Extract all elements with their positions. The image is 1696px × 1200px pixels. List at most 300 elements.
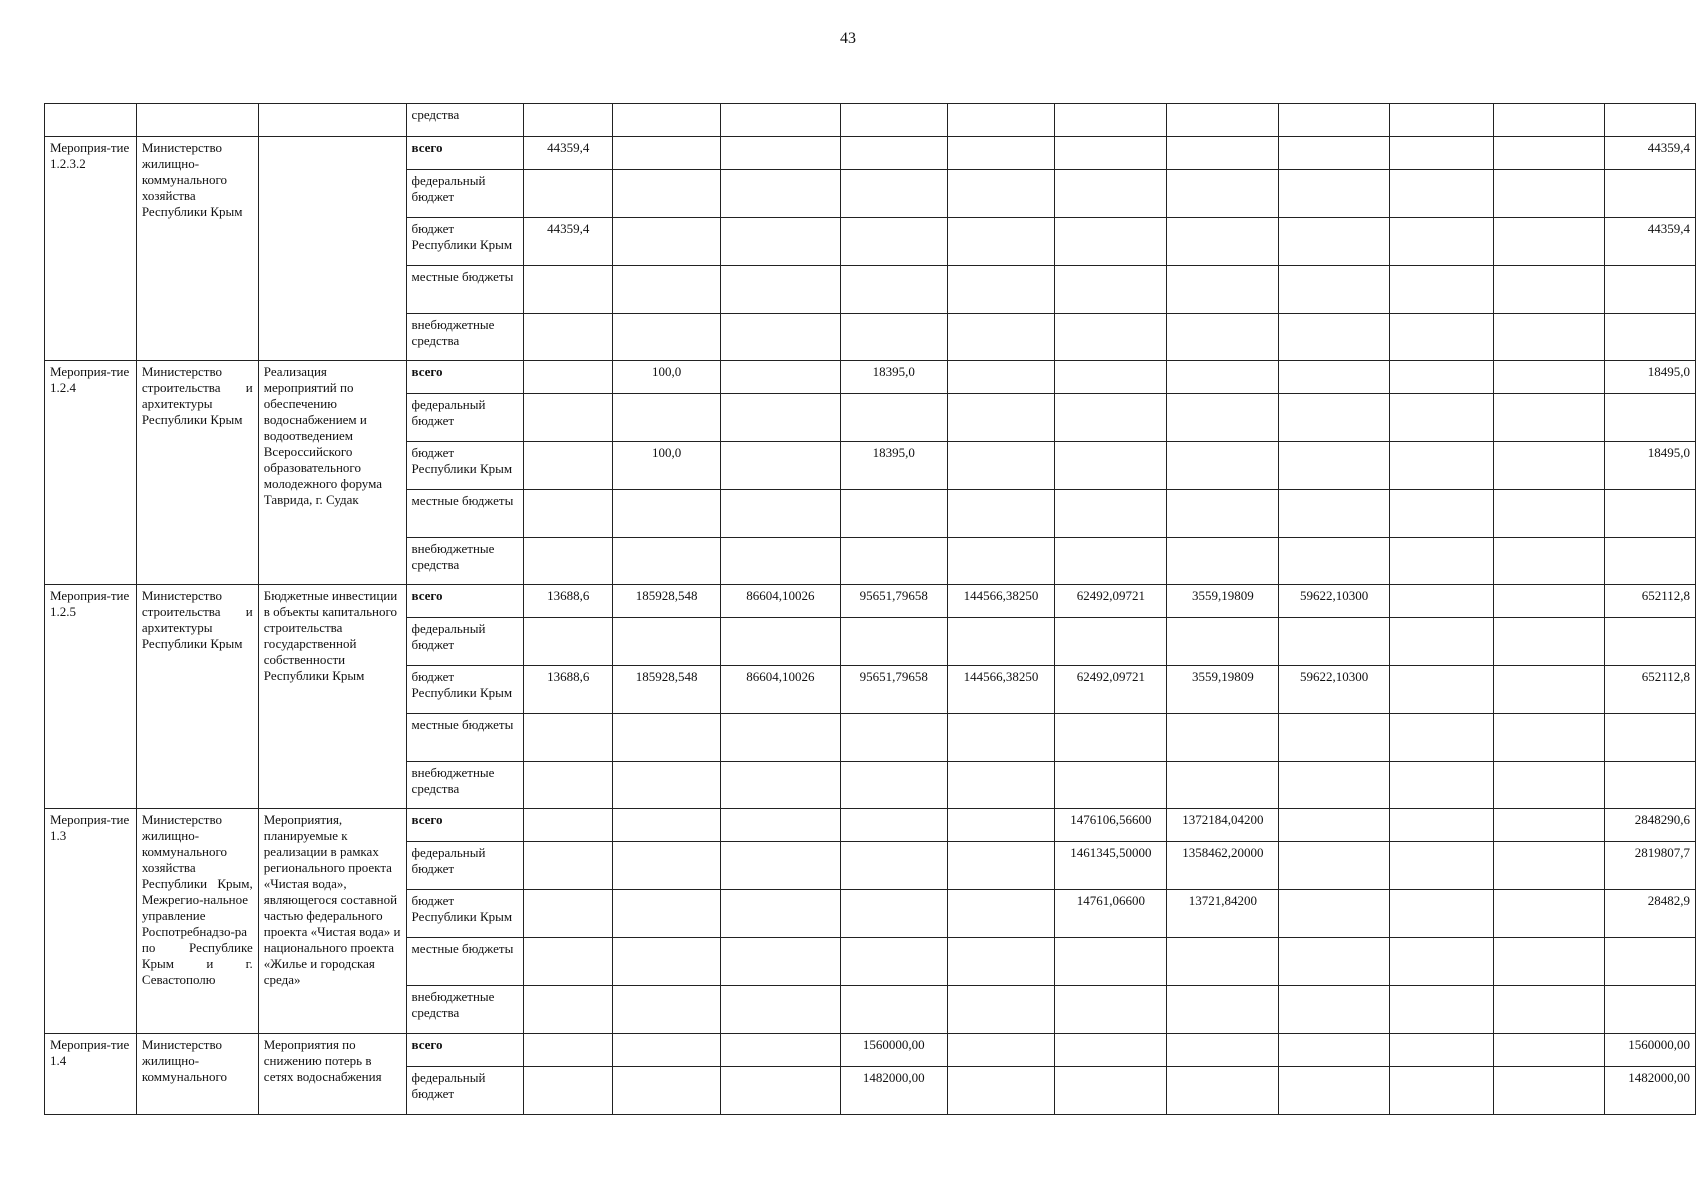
total-value-cell xyxy=(1605,714,1696,762)
funding-source-cell: внебюджетные средства xyxy=(406,314,524,361)
year-value-cell xyxy=(721,137,841,170)
year-value-cell: 3559,19809 xyxy=(1167,666,1279,714)
header-empty-cell xyxy=(45,104,137,137)
header-empty-cell xyxy=(840,104,947,137)
year-value-cell xyxy=(947,490,1055,538)
year-value-cell xyxy=(1167,618,1279,666)
year-value-cell xyxy=(1390,809,1493,842)
year-value-cell: 62492,09721 xyxy=(1055,666,1167,714)
year-value-cell xyxy=(721,986,841,1034)
measure-name xyxy=(258,137,406,361)
year-value-cell xyxy=(840,714,947,762)
year-value-cell xyxy=(1390,490,1493,538)
year-value-cell xyxy=(1279,1034,1390,1067)
year-value-cell xyxy=(721,538,841,585)
year-value-cell xyxy=(721,762,841,809)
year-value-cell: 1372184,04200 xyxy=(1167,809,1279,842)
year-value-cell xyxy=(840,170,947,218)
year-value-cell xyxy=(613,1034,721,1067)
year-value-cell xyxy=(947,809,1055,842)
year-value-cell xyxy=(947,618,1055,666)
total-value-cell xyxy=(1605,266,1696,314)
page-number: 43 xyxy=(840,30,856,47)
year-value-cell: 14761,06600 xyxy=(1055,890,1167,938)
year-value-cell xyxy=(1493,314,1604,361)
year-value-cell xyxy=(840,762,947,809)
year-value-cell xyxy=(1390,986,1493,1034)
funding-source-cell: всего xyxy=(406,809,524,842)
year-value-cell: 86604,10026 xyxy=(721,666,841,714)
year-value-cell xyxy=(947,1067,1055,1115)
year-value-cell xyxy=(613,314,721,361)
year-value-cell xyxy=(947,762,1055,809)
year-value-cell xyxy=(840,266,947,314)
year-value-cell: 1482000,00 xyxy=(840,1067,947,1115)
year-value-cell xyxy=(721,890,841,938)
year-value-cell xyxy=(613,618,721,666)
year-value-cell xyxy=(1390,538,1493,585)
year-value-cell xyxy=(947,1034,1055,1067)
year-value-cell xyxy=(613,170,721,218)
measure-row xyxy=(45,809,1696,842)
total-value-cell xyxy=(1605,762,1696,809)
year-value-cell xyxy=(1390,618,1493,666)
year-value-cell xyxy=(840,314,947,361)
year-value-cell xyxy=(1493,361,1604,394)
year-value-cell xyxy=(1390,714,1493,762)
year-value-cell xyxy=(1493,714,1604,762)
measure-row xyxy=(45,585,1696,618)
year-value-cell xyxy=(613,394,721,442)
year-value-cell: 18395,0 xyxy=(840,442,947,490)
year-value-cell xyxy=(1167,986,1279,1034)
year-value-cell xyxy=(613,842,721,890)
total-value-cell xyxy=(1605,618,1696,666)
year-value-cell xyxy=(613,490,721,538)
year-value-cell xyxy=(840,618,947,666)
year-value-cell xyxy=(1279,137,1390,170)
year-value-cell xyxy=(1493,1067,1604,1115)
total-value-cell: 18495,0 xyxy=(1605,361,1696,394)
year-value-cell: 1461345,50000 xyxy=(1055,842,1167,890)
year-value-cell xyxy=(613,986,721,1034)
total-value-cell xyxy=(1605,938,1696,986)
year-value-cell xyxy=(1390,842,1493,890)
year-value-cell xyxy=(1279,938,1390,986)
year-value-cell: 100,0 xyxy=(613,442,721,490)
year-value-cell xyxy=(1279,618,1390,666)
year-value-cell xyxy=(721,170,841,218)
year-value-cell xyxy=(721,442,841,490)
measure-name: Бюджетные инвестиции в объекты капитального строительства государственной собственности Республики Крым xyxy=(258,585,406,809)
year-value-cell xyxy=(947,314,1055,361)
budget-table xyxy=(44,103,1696,1115)
year-value-cell xyxy=(840,938,947,986)
year-value-cell xyxy=(1055,938,1167,986)
total-value-cell: 2819807,7 xyxy=(1605,842,1696,890)
measure-code: Мероприя-тие 1.3 xyxy=(45,809,137,1034)
year-value-cell: 13688,6 xyxy=(524,585,613,618)
year-value-cell xyxy=(1279,842,1390,890)
year-value-cell xyxy=(1279,266,1390,314)
total-value-cell: 1560000,00 xyxy=(1605,1034,1696,1067)
year-value-cell xyxy=(947,218,1055,266)
year-value-cell xyxy=(613,714,721,762)
year-value-cell xyxy=(1390,442,1493,490)
funding-source-cell: бюджет Республики Крым xyxy=(406,890,524,938)
year-value-cell xyxy=(1055,714,1167,762)
budget-body xyxy=(45,104,1696,1115)
year-value-cell xyxy=(947,842,1055,890)
year-value-cell xyxy=(613,137,721,170)
year-value-cell xyxy=(1279,170,1390,218)
funding-source-cell: федеральный бюджет xyxy=(406,394,524,442)
year-value-cell xyxy=(524,618,613,666)
total-value-cell: 652112,8 xyxy=(1605,585,1696,618)
funding-source-cell: бюджет Республики Крым xyxy=(406,666,524,714)
responsible-executor: Министерство строительства и архитектуры Республики Крым xyxy=(136,361,258,585)
year-value-cell xyxy=(524,442,613,490)
year-value-cell xyxy=(947,137,1055,170)
header-empty-cell xyxy=(1167,104,1279,137)
year-value-cell xyxy=(1493,137,1604,170)
year-value-cell xyxy=(524,361,613,394)
year-value-cell xyxy=(840,842,947,890)
responsible-executor: Министерство строительства и архитектуры Республики Крым xyxy=(136,585,258,809)
year-value-cell xyxy=(947,714,1055,762)
year-value-cell xyxy=(1493,266,1604,314)
year-value-cell xyxy=(1055,986,1167,1034)
year-value-cell xyxy=(721,938,841,986)
year-value-cell xyxy=(524,809,613,842)
year-value-cell xyxy=(524,538,613,585)
funding-source-cell: бюджет Республики Крым xyxy=(406,442,524,490)
year-value-cell xyxy=(1279,218,1390,266)
measure-row xyxy=(45,361,1696,394)
year-value-cell: 86604,10026 xyxy=(721,585,841,618)
year-value-cell xyxy=(524,1067,613,1115)
year-value-cell xyxy=(1167,714,1279,762)
funding-source-cell: бюджет Республики Крым xyxy=(406,218,524,266)
year-value-cell xyxy=(1493,618,1604,666)
header-empty-cell xyxy=(947,104,1055,137)
year-value-cell xyxy=(613,762,721,809)
year-value-cell xyxy=(1055,314,1167,361)
measure-row xyxy=(45,137,1696,170)
year-value-cell xyxy=(613,890,721,938)
year-value-cell xyxy=(947,394,1055,442)
year-value-cell xyxy=(1493,585,1604,618)
responsible-executor: Министерство жилищно-коммунального xyxy=(136,1034,258,1115)
year-value-cell xyxy=(1055,361,1167,394)
total-value-cell: 652112,8 xyxy=(1605,666,1696,714)
header-row xyxy=(45,104,1696,137)
year-value-cell xyxy=(840,538,947,585)
year-value-cell xyxy=(1493,442,1604,490)
year-value-cell xyxy=(1167,490,1279,538)
year-value-cell xyxy=(947,170,1055,218)
year-value-cell xyxy=(613,809,721,842)
measure-row xyxy=(45,1034,1696,1067)
year-value-cell xyxy=(613,218,721,266)
funding-source-cell: местные бюджеты xyxy=(406,938,524,986)
year-value-cell xyxy=(1279,714,1390,762)
year-value-cell xyxy=(524,266,613,314)
year-value-cell xyxy=(1493,809,1604,842)
year-value-cell xyxy=(1390,218,1493,266)
year-value-cell xyxy=(840,490,947,538)
year-value-cell xyxy=(721,394,841,442)
year-value-cell xyxy=(1055,490,1167,538)
measure-code: Мероприя-тие 1.2.5 xyxy=(45,585,137,809)
measure-code: Мероприя-тие 1.4 xyxy=(45,1034,137,1115)
year-value-cell xyxy=(840,394,947,442)
year-value-cell xyxy=(1493,762,1604,809)
year-value-cell xyxy=(1493,666,1604,714)
measure-name: Мероприятия по снижению потерь в сетях водоснабжения xyxy=(258,1034,406,1115)
funding-source-cell: федеральный бюджет xyxy=(406,1067,524,1115)
header-empty-cell xyxy=(1493,104,1604,137)
total-value-cell xyxy=(1605,394,1696,442)
year-value-cell xyxy=(613,938,721,986)
year-value-cell: 185928,548 xyxy=(613,666,721,714)
year-value-cell xyxy=(1493,842,1604,890)
year-value-cell xyxy=(1055,538,1167,585)
year-value-cell xyxy=(524,986,613,1034)
year-value-cell xyxy=(1390,666,1493,714)
year-value-cell: 59622,10300 xyxy=(1279,666,1390,714)
header-empty-cell xyxy=(524,104,613,137)
year-value-cell: 1358462,20000 xyxy=(1167,842,1279,890)
year-value-cell xyxy=(1167,762,1279,809)
year-value-cell xyxy=(1167,361,1279,394)
total-value-cell: 28482,9 xyxy=(1605,890,1696,938)
year-value-cell xyxy=(721,314,841,361)
year-value-cell xyxy=(1279,762,1390,809)
year-value-cell xyxy=(1167,394,1279,442)
year-value-cell: 62492,09721 xyxy=(1055,585,1167,618)
header-empty-cell xyxy=(136,104,258,137)
header-empty-cell xyxy=(1390,104,1493,137)
year-value-cell: 13688,6 xyxy=(524,666,613,714)
year-value-cell xyxy=(1493,890,1604,938)
year-value-cell xyxy=(947,938,1055,986)
measure-name: Реализация мероприятий по обеспечению водоснабжением и водоотведением Всероссийского образовательного молодежного форума Таврида, г. Судак xyxy=(258,361,406,585)
year-value-cell xyxy=(613,266,721,314)
year-value-cell xyxy=(1493,1034,1604,1067)
year-value-cell xyxy=(1493,218,1604,266)
funding-source-cell: местные бюджеты xyxy=(406,490,524,538)
year-value-cell xyxy=(1279,538,1390,585)
total-value-cell: 1482000,00 xyxy=(1605,1067,1696,1115)
total-value-cell: 2848290,6 xyxy=(1605,809,1696,842)
year-value-cell xyxy=(721,361,841,394)
year-value-cell xyxy=(1390,314,1493,361)
year-value-cell xyxy=(1055,266,1167,314)
year-value-cell xyxy=(524,170,613,218)
year-value-cell xyxy=(1390,762,1493,809)
header-empty-cell xyxy=(721,104,841,137)
year-value-cell xyxy=(1055,618,1167,666)
year-value-cell xyxy=(840,986,947,1034)
year-value-cell xyxy=(721,490,841,538)
year-value-cell xyxy=(1493,170,1604,218)
year-value-cell xyxy=(1167,1034,1279,1067)
year-value-cell xyxy=(1055,1034,1167,1067)
year-value-cell: 13721,84200 xyxy=(1167,890,1279,938)
year-value-cell xyxy=(1279,1067,1390,1115)
year-value-cell xyxy=(1279,394,1390,442)
total-value-cell: 18495,0 xyxy=(1605,442,1696,490)
year-value-cell xyxy=(1055,170,1167,218)
year-value-cell xyxy=(1279,314,1390,361)
funding-source-cell: всего xyxy=(406,137,524,170)
year-value-cell xyxy=(840,890,947,938)
header-empty-cell xyxy=(613,104,721,137)
measure-code: Мероприя-тие 1.2.3.2 xyxy=(45,137,137,361)
year-value-cell xyxy=(1055,394,1167,442)
year-value-cell xyxy=(721,218,841,266)
year-value-cell xyxy=(1493,394,1604,442)
year-value-cell xyxy=(1493,986,1604,1034)
year-value-cell: 185928,548 xyxy=(613,585,721,618)
year-value-cell xyxy=(613,538,721,585)
responsible-executor: Министерство жилищно-коммунального хозяйства Республики Крым, Межрегио-нальное управление Роспотребнадзо-ра по Республике Крым и г. Севастополю xyxy=(136,809,258,1034)
year-value-cell xyxy=(947,266,1055,314)
year-value-cell xyxy=(1055,218,1167,266)
year-value-cell xyxy=(947,538,1055,585)
measure-name: Мероприятия, планируемые к реализации в рамках регионального проекта «Чистая вода», являющегося составной частью федерального проекта «Чистая вода» и национального проекта «Жилье и городская среда» xyxy=(258,809,406,1034)
year-value-cell xyxy=(947,890,1055,938)
year-value-cell xyxy=(947,361,1055,394)
year-value-cell: 1560000,00 xyxy=(840,1034,947,1067)
year-value-cell: 95651,79658 xyxy=(840,585,947,618)
year-value-cell xyxy=(1390,585,1493,618)
year-value-cell xyxy=(1493,490,1604,538)
year-value-cell xyxy=(1493,938,1604,986)
year-value-cell xyxy=(721,266,841,314)
measure-code: Мероприя-тие 1.2.4 xyxy=(45,361,137,585)
year-value-cell xyxy=(1279,890,1390,938)
year-value-cell xyxy=(524,394,613,442)
year-value-cell xyxy=(1390,394,1493,442)
year-value-cell xyxy=(947,442,1055,490)
header-empty-cell xyxy=(258,104,406,137)
year-value-cell xyxy=(1167,218,1279,266)
year-value-cell xyxy=(1390,938,1493,986)
year-value-cell xyxy=(1167,137,1279,170)
funding-source-cell: всего xyxy=(406,361,524,394)
year-value-cell: 44359,4 xyxy=(524,137,613,170)
year-value-cell xyxy=(1055,442,1167,490)
year-value-cell xyxy=(721,1034,841,1067)
year-value-cell xyxy=(1390,137,1493,170)
year-value-cell xyxy=(1279,809,1390,842)
header-empty-cell xyxy=(1605,104,1696,137)
year-value-cell xyxy=(613,1067,721,1115)
funding-source-cell: федеральный бюджет xyxy=(406,618,524,666)
year-value-cell xyxy=(1390,890,1493,938)
total-value-cell xyxy=(1605,538,1696,585)
year-value-cell xyxy=(524,714,613,762)
year-value-cell xyxy=(1167,938,1279,986)
funding-source-cell: средства xyxy=(406,104,524,137)
funding-source-cell: всего xyxy=(406,585,524,618)
year-value-cell xyxy=(1055,1067,1167,1115)
header-empty-cell xyxy=(1279,104,1390,137)
header-empty-cell xyxy=(1055,104,1167,137)
year-value-cell xyxy=(840,137,947,170)
year-value-cell xyxy=(1390,361,1493,394)
year-value-cell xyxy=(1493,538,1604,585)
year-value-cell: 100,0 xyxy=(613,361,721,394)
year-value-cell: 3559,19809 xyxy=(1167,585,1279,618)
year-value-cell xyxy=(1279,361,1390,394)
total-value-cell xyxy=(1605,490,1696,538)
year-value-cell xyxy=(524,842,613,890)
funding-source-cell: всего xyxy=(406,1034,524,1067)
funding-source-cell: местные бюджеты xyxy=(406,714,524,762)
year-value-cell xyxy=(1055,762,1167,809)
year-value-cell xyxy=(1390,1034,1493,1067)
year-value-cell xyxy=(524,490,613,538)
year-value-cell xyxy=(1279,490,1390,538)
year-value-cell xyxy=(524,762,613,809)
year-value-cell xyxy=(840,218,947,266)
total-value-cell: 44359,4 xyxy=(1605,218,1696,266)
year-value-cell: 1476106,56600 xyxy=(1055,809,1167,842)
year-value-cell xyxy=(1390,170,1493,218)
funding-source-cell: внебюджетные средства xyxy=(406,538,524,585)
year-value-cell xyxy=(840,809,947,842)
year-value-cell xyxy=(1167,170,1279,218)
funding-source-cell: федеральный бюджет xyxy=(406,170,524,218)
year-value-cell xyxy=(524,1034,613,1067)
year-value-cell: 144566,38250 xyxy=(947,666,1055,714)
year-value-cell: 18395,0 xyxy=(840,361,947,394)
total-value-cell: 44359,4 xyxy=(1605,137,1696,170)
year-value-cell xyxy=(524,890,613,938)
funding-source-cell: внебюджетные средства xyxy=(406,762,524,809)
year-value-cell: 44359,4 xyxy=(524,218,613,266)
total-value-cell xyxy=(1605,170,1696,218)
year-value-cell xyxy=(1167,1067,1279,1115)
total-value-cell xyxy=(1605,986,1696,1034)
total-value-cell xyxy=(1605,314,1696,361)
year-value-cell xyxy=(1390,266,1493,314)
year-value-cell xyxy=(721,714,841,762)
year-value-cell xyxy=(1167,314,1279,361)
year-value-cell xyxy=(1390,1067,1493,1115)
year-value-cell xyxy=(721,809,841,842)
year-value-cell: 59622,10300 xyxy=(1279,585,1390,618)
year-value-cell xyxy=(1167,538,1279,585)
year-value-cell xyxy=(1167,442,1279,490)
year-value-cell xyxy=(721,842,841,890)
year-value-cell xyxy=(947,986,1055,1034)
year-value-cell xyxy=(721,618,841,666)
year-value-cell xyxy=(1167,266,1279,314)
funding-source-cell: федеральный бюджет xyxy=(406,842,524,890)
funding-source-cell: внебюджетные средства xyxy=(406,986,524,1034)
responsible-executor: Министерство жилищно-коммунального хозяйства Республики Крым xyxy=(136,137,258,361)
year-value-cell xyxy=(1279,986,1390,1034)
year-value-cell: 95651,79658 xyxy=(840,666,947,714)
year-value-cell xyxy=(1279,442,1390,490)
year-value-cell xyxy=(524,938,613,986)
year-value-cell xyxy=(1055,137,1167,170)
year-value-cell xyxy=(721,1067,841,1115)
